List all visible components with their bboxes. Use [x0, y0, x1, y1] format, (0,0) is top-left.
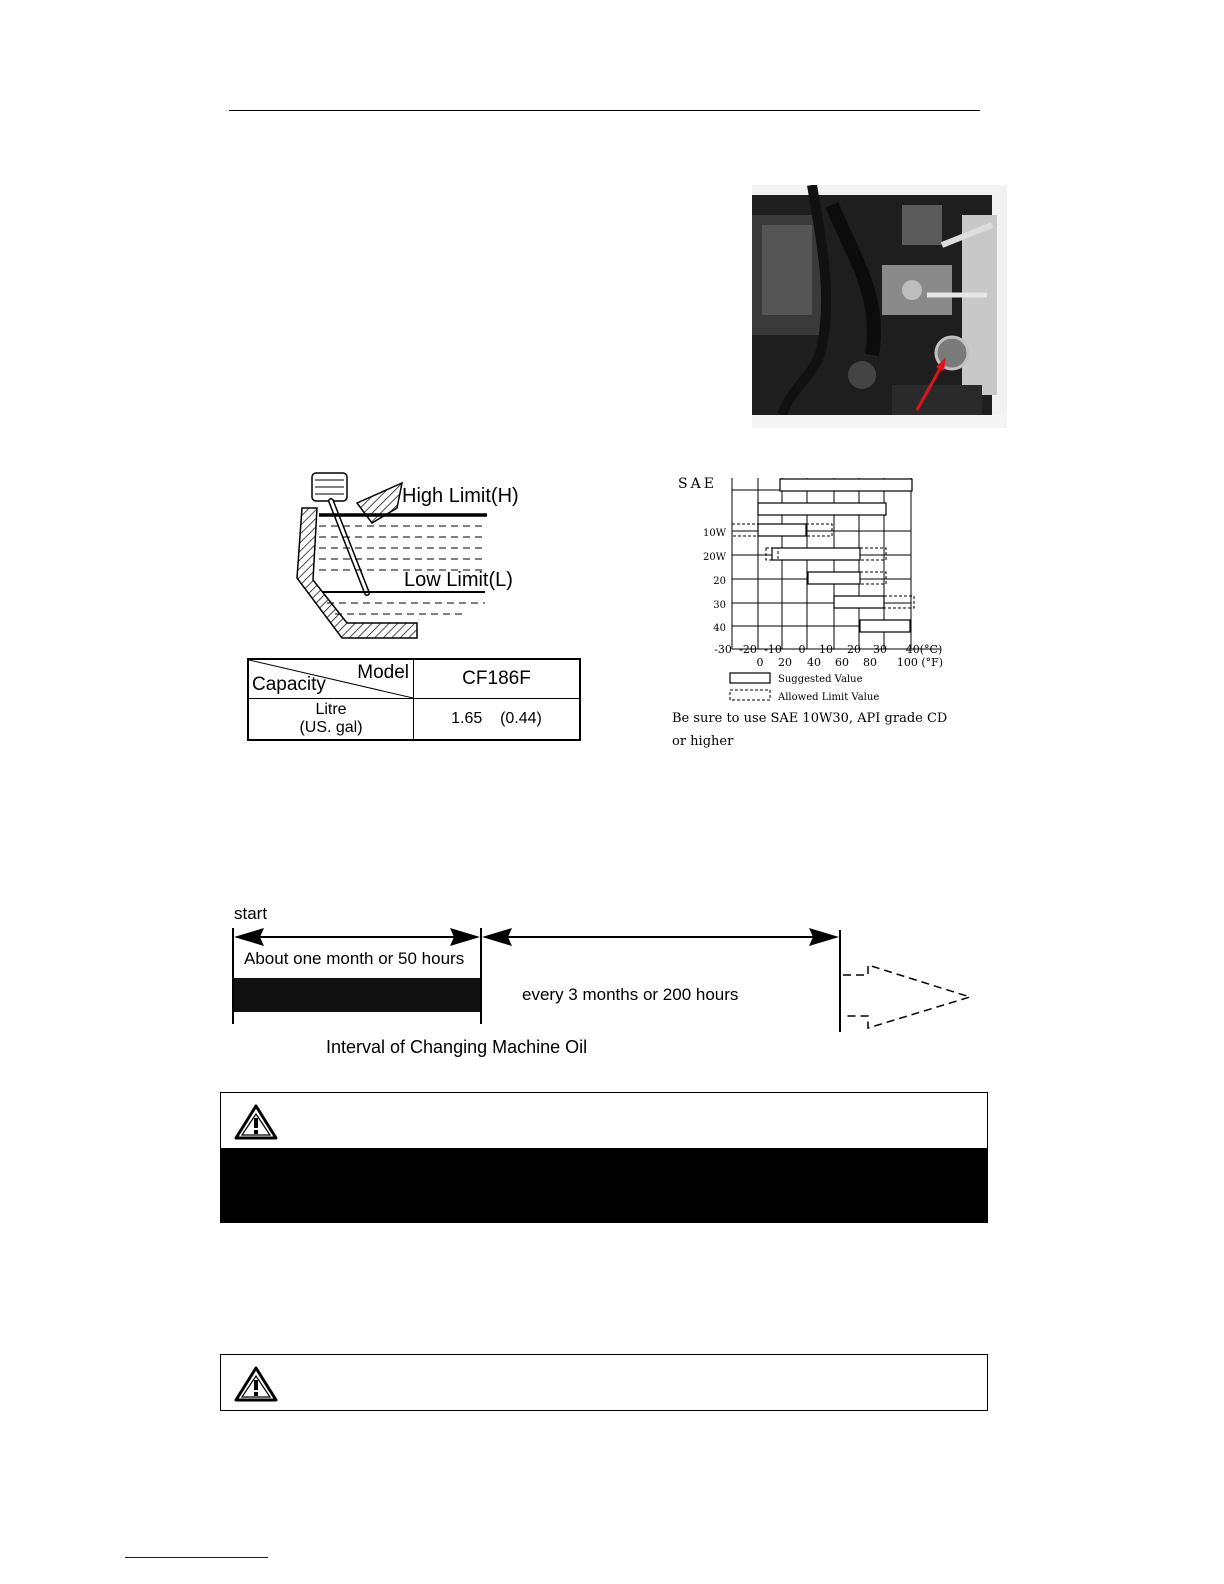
fahrenheit-tick: 80	[863, 656, 877, 669]
celsius-tick: -10	[764, 643, 782, 656]
celsius-tick: 0	[798, 643, 806, 656]
fahrenheit-tick: 20	[778, 656, 792, 669]
first-interval-bar	[234, 978, 480, 1012]
legend-allowed-swatch	[730, 690, 770, 700]
sae-grade-label: 40	[713, 623, 726, 634]
capacity-header: Capacity	[252, 674, 326, 695]
dipstick-diagram	[247, 468, 587, 654]
interval-caption: Interval of Changing Machine Oil	[326, 1037, 588, 1057]
oil-grade-note-2: or higher	[672, 734, 734, 749]
celsius-tick: 40(°C)	[905, 643, 943, 656]
sae-grade-label: 30	[713, 600, 726, 611]
unit-line-1: Litre	[315, 701, 347, 718]
celsius-tick: -20	[739, 643, 757, 656]
sae-grade-label: 20	[713, 576, 726, 587]
legend-suggested-label: Suggested Value	[778, 674, 863, 685]
sae-grade-label: 20W	[702, 552, 726, 563]
first-interval-label: About one month or 50 hours	[244, 949, 465, 968]
model-cell: CF186F	[414, 659, 581, 699]
capacity-value-cell: 1.65 (0.44)	[414, 699, 581, 741]
unit-line-2: (US. gal)	[299, 719, 363, 736]
oil-grade-note: Be sure to use SAE 10W30, API grade CD	[672, 711, 948, 726]
warning-text-redacted	[221, 1148, 987, 1222]
table-header-cell	[248, 659, 414, 699]
warning-triangle-icon	[233, 1103, 279, 1141]
fahrenheit-tick: 40	[807, 656, 821, 669]
fahrenheit-tick: 0	[756, 656, 764, 669]
sae-viscosity-chart	[662, 466, 962, 756]
engine-oil-filler-photo	[752, 185, 1007, 428]
warning-box-2	[220, 1354, 988, 1411]
start-label: start	[234, 904, 268, 923]
celsius-tick: -30	[714, 643, 732, 656]
warning-triangle-icon	[233, 1365, 279, 1403]
legend-allowed-label: Allowed Limit Value	[778, 692, 880, 703]
celsius-tick: 10	[819, 643, 833, 656]
fahrenheit-tick: 60	[835, 656, 849, 669]
header-rule	[229, 110, 980, 111]
oil-change-interval-diagram	[230, 900, 975, 1065]
oil-capacity-table	[247, 658, 581, 741]
continue-arrow-icon	[843, 965, 970, 1028]
sae-axis-title: SAE	[678, 476, 717, 492]
fahrenheit-tick: 100 (°F)	[896, 656, 944, 669]
celsius-tick: 30	[873, 643, 887, 656]
high-limit-label: High Limit(H)	[402, 485, 519, 507]
warning-box	[220, 1092, 988, 1223]
celsius-tick: 20	[847, 643, 861, 656]
sae-grade-label: 10W	[702, 528, 726, 539]
unit-cell	[248, 699, 414, 741]
legend-suggested-swatch	[730, 673, 770, 683]
model-header: Model	[357, 662, 409, 683]
second-interval-label: every 3 months or 200 hours	[522, 985, 739, 1004]
low-limit-label: Low Limit(L)	[404, 569, 513, 591]
footer-link-rule	[125, 1557, 268, 1558]
